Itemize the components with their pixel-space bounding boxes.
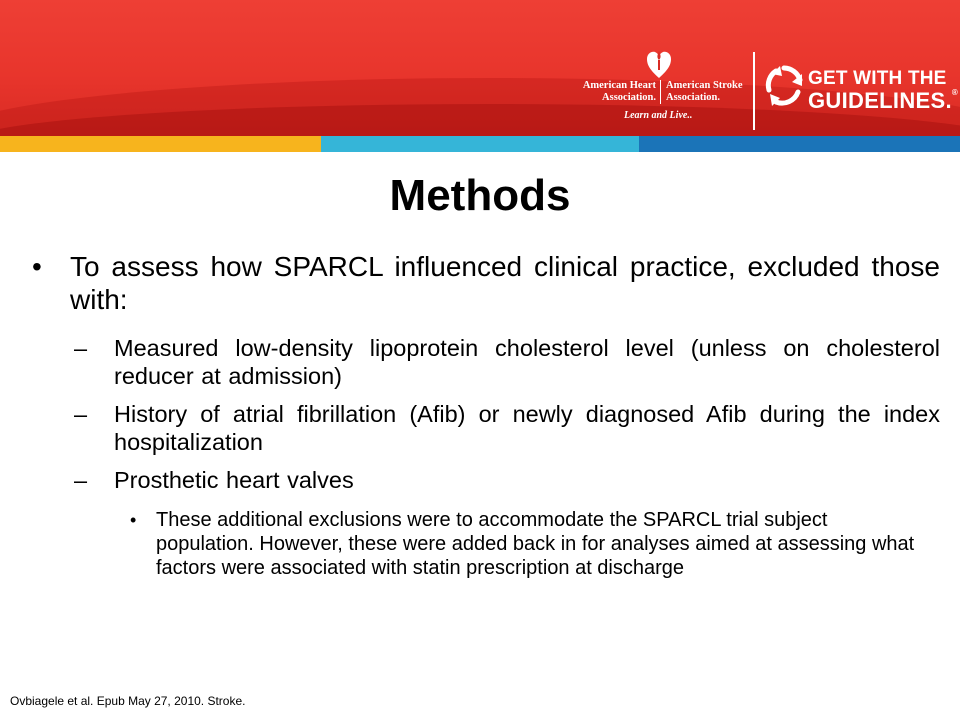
gwtg-line1: GET WITH THE — [808, 68, 947, 89]
slide-content — [30, 250, 940, 580]
bullet-level1 — [30, 250, 940, 316]
color-stripes — [0, 136, 960, 152]
logo-separator — [753, 52, 755, 130]
bullet-level2 — [30, 400, 940, 456]
bullet-level3 — [30, 508, 940, 580]
asa-name-line1: American Stroke — [666, 80, 743, 91]
dash-marker: – — [74, 401, 88, 427]
bullet-marker: • — [32, 251, 42, 282]
heart-torch-icon — [646, 48, 672, 80]
bullet-level2 — [30, 466, 940, 494]
asa-name — [666, 80, 748, 104]
gwtg-trademark: ® — [951, 88, 959, 97]
stripe-blue — [639, 136, 960, 152]
aha-name-line1: American Heart — [582, 80, 656, 91]
slide-title: Methods — [389, 171, 571, 220]
bullet-marker: • — [130, 510, 137, 530]
stripe-cyan — [321, 136, 639, 152]
asa-name-line2: Association. — [666, 92, 720, 103]
gwtg-logo — [764, 64, 959, 114]
recycle-arrows-icon — [764, 64, 804, 108]
dash-marker: – — [74, 335, 88, 361]
stripe-yellow — [0, 136, 321, 152]
bullet-text: Prosthetic heart valves — [114, 467, 354, 493]
aha-name-line2: Association. — [602, 92, 656, 103]
bullet-text: Measured low-density lipoprotein cholesterol level (unless on cholesterol reducer at admission) — [114, 335, 940, 389]
aha-name — [576, 80, 656, 104]
gwtg-line2 — [808, 88, 958, 114]
bullet-level2 — [30, 334, 940, 390]
aha-tagline: Learn and Live.. — [624, 110, 693, 121]
aha-divider — [660, 80, 661, 104]
bullet-text: To assess how SPARCL influenced clinical practice, excluded those with: — [70, 251, 940, 315]
aha-asa-logo — [574, 48, 746, 124]
bullet-text: History of atrial fibrillation (Afib) or newly diagnosed Afib during the index hospitalization — [114, 401, 940, 455]
header-banner — [0, 0, 960, 136]
gwtg-line2-text: GUIDELINES. — [808, 88, 952, 113]
dash-marker: – — [74, 467, 88, 493]
citation: Ovbiagele et al. Epub May 27, 2010. Stroke. — [10, 694, 246, 708]
bullet-text: These additional exclusions were to accommodate the SPARCL trial subject population. However, these were added back in for analyses aimed at assessing what factors were associated with statin prescription at discharge — [156, 509, 915, 579]
